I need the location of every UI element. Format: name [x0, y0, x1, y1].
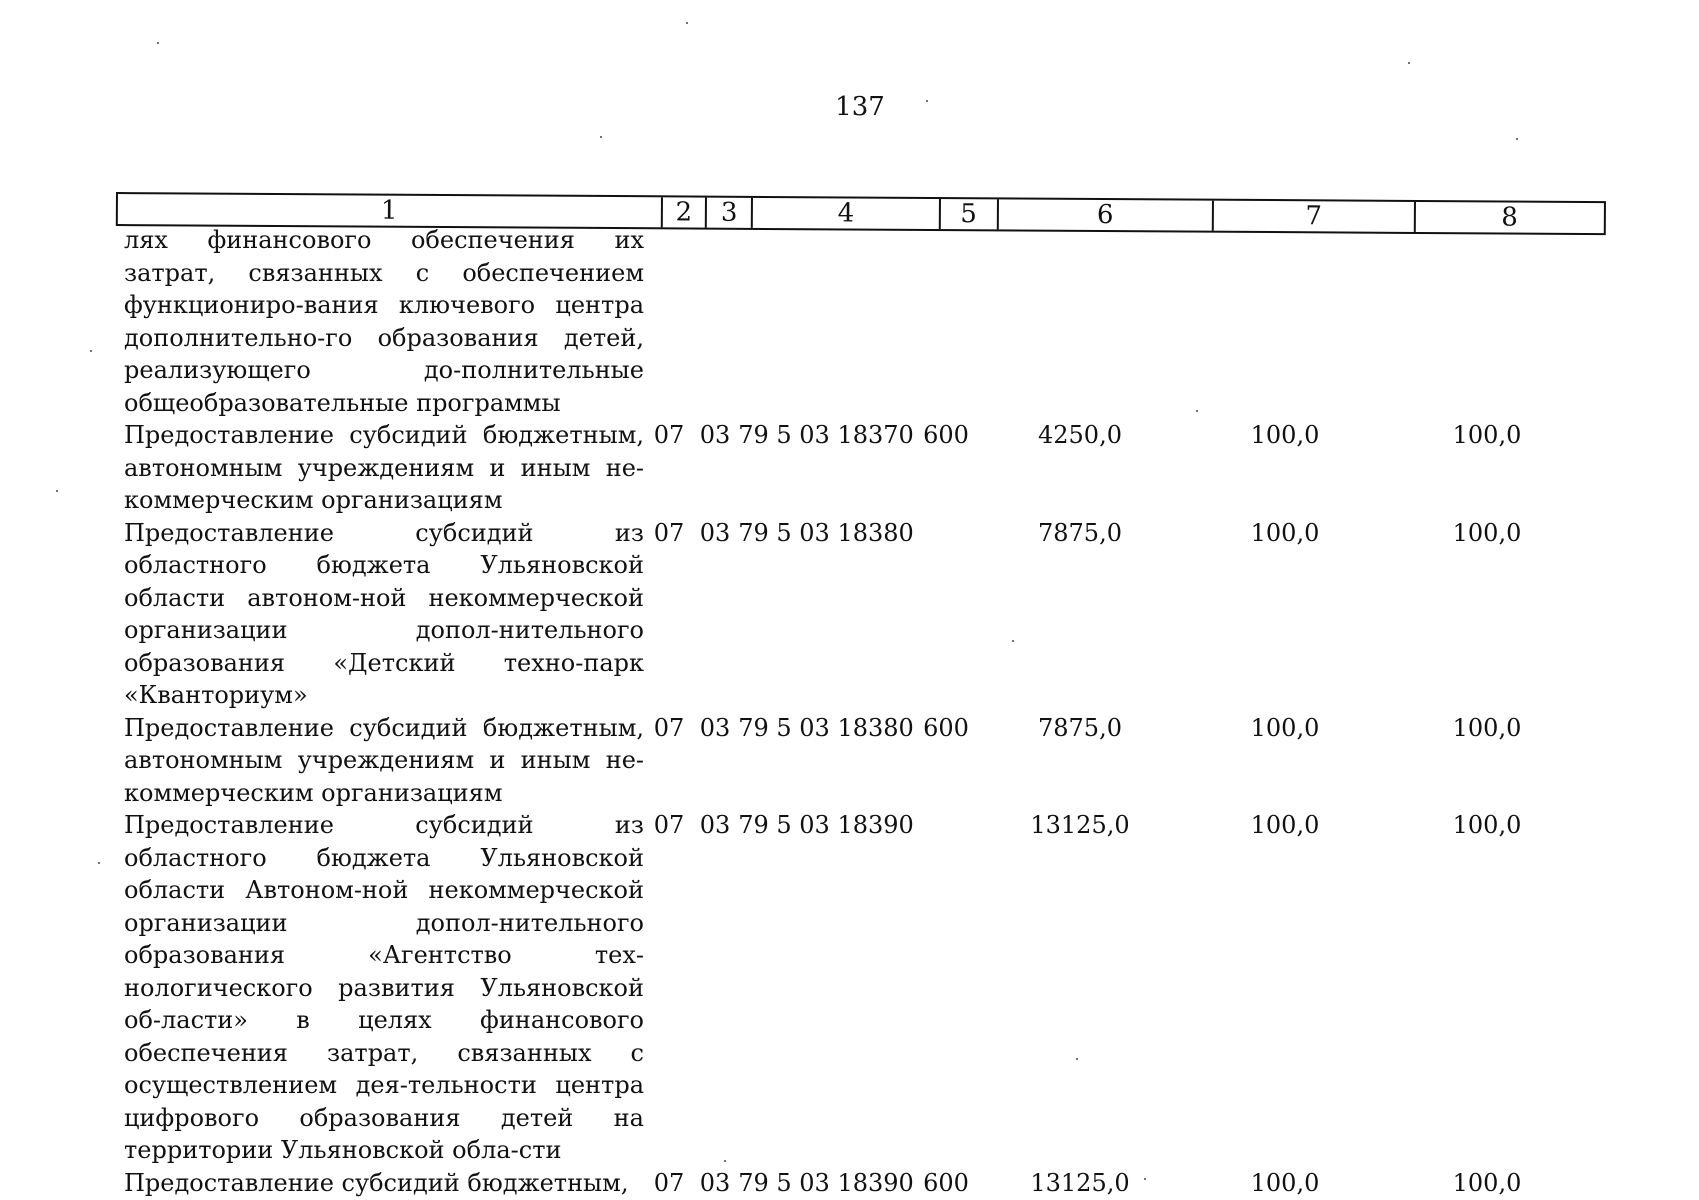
scan-speck: [1196, 410, 1198, 412]
table-row: [124, 419, 1644, 517]
row-amount-3: 100,0: [1452, 811, 1522, 839]
row-target-article: 79 5 03 18370: [738, 421, 914, 449]
row-amount-1: 4250,0: [1038, 421, 1122, 449]
row-description: Предоставление субсидий из областного бюджета Ульяновской области Автоном-ной некоммерческой организации допол-нительного образования «Агентство тех-нологического развития Ульяновской об-ласти» в целях финансового обеспечения затрат, связанных с осуществлением дея-тельности центра цифрового образования детей на территории Ульяновской обла-сти: [124, 811, 644, 1164]
row-description: лях финансового обеспечения их затрат, связанных с обеспечением функциониро-вания ключевого центра дополнительно-го образования детей, реализующего до-полнительные общеобразовательные программы: [124, 226, 644, 417]
scan-speck: [1516, 138, 1518, 140]
row-expense-type: 600: [923, 421, 969, 449]
row-amount-3: 100,0: [1452, 421, 1522, 449]
row-amount-2: 100,0: [1250, 421, 1320, 449]
row-section: 07: [653, 713, 685, 742]
row-amount-2: 100,0: [1250, 811, 1320, 839]
row-subsection: 03: [699, 1168, 731, 1197]
row-target-article: 79 5 03 18380: [738, 518, 914, 547]
row-amount-1: 7875,0: [1038, 518, 1122, 547]
header-col-7: 7: [1212, 201, 1414, 232]
row-amount-3: 100,0: [1452, 518, 1522, 547]
scan-speck: [724, 1160, 726, 1162]
row-expense-type: 600: [923, 713, 969, 742]
header-col-2: 2: [660, 197, 705, 227]
table-row: [124, 712, 1644, 810]
header-col-6: 6: [996, 199, 1212, 230]
scan-speck: [90, 350, 92, 352]
row-subsection: 03: [699, 811, 731, 839]
row-amount-3: 100,0: [1452, 1168, 1522, 1197]
row-target-article: 79 5 03 18390: [738, 1168, 914, 1197]
header-col-5: 5: [939, 199, 997, 229]
row-target-article: 79 5 03 18380: [738, 713, 914, 742]
row-amount-2: 100,0: [1250, 518, 1320, 547]
row-description: Предоставление субсидий бюджетным, автономным учреждениям и иным не-коммерческим организациям: [124, 713, 644, 807]
budget-table: [124, 224, 1644, 1199]
scan-speck: [1012, 640, 1014, 642]
row-section: 07: [653, 518, 685, 547]
scan-speck: [1076, 1058, 1078, 1060]
table-row: [124, 224, 1644, 419]
scan-speck: [600, 136, 602, 138]
header-col-4: 4: [751, 198, 939, 229]
row-subsection: 03: [699, 421, 731, 449]
row-amount-2: 100,0: [1250, 713, 1320, 742]
row-section: 07: [653, 811, 685, 839]
scan-speck: [1408, 62, 1410, 64]
scan-speck: [1144, 1178, 1146, 1180]
page-number: 137: [835, 92, 885, 122]
row-amount-3: 100,0: [1452, 713, 1522, 742]
row-subsection: 03: [699, 518, 731, 547]
header-col-1: 1: [380, 195, 398, 226]
scan-speck: [56, 490, 58, 492]
row-description: Предоставление субсидий бюджетным, автономным учреждениям и иным не-коммерческим организациям: [124, 421, 644, 514]
row-description: Предоставление субсидий бюджетным,: [124, 1168, 629, 1197]
table-row: [124, 1167, 1644, 1200]
row-target-article: 79 5 03 18390: [738, 811, 914, 839]
header-col-8: 8: [1413, 202, 1604, 233]
header-col-3: 3: [705, 198, 751, 228]
row-amount-1: 7875,0: [1038, 713, 1122, 742]
row-amount-1: 13125,0: [1030, 1168, 1130, 1197]
row-amount-1: 13125,0: [1030, 811, 1130, 839]
row-subsection: 03: [699, 713, 731, 742]
scan-speck: [686, 22, 688, 24]
row-amount-2: 100,0: [1250, 1168, 1320, 1197]
row-section: 07: [653, 1168, 685, 1197]
scan-speck: [926, 100, 928, 102]
table-row: [124, 809, 1644, 1167]
scan-speck: [98, 862, 100, 864]
table-row: [124, 517, 1644, 712]
row-description: Предоставление субсидий из областного бюджета Ульяновской области автоном-ной некоммерческой организации допол-нительного образования «Детский техно-парк «Кванториум»: [124, 518, 644, 709]
row-expense-type: 600: [923, 1168, 969, 1197]
scan-speck: [157, 42, 159, 44]
row-section: 07: [653, 421, 685, 449]
